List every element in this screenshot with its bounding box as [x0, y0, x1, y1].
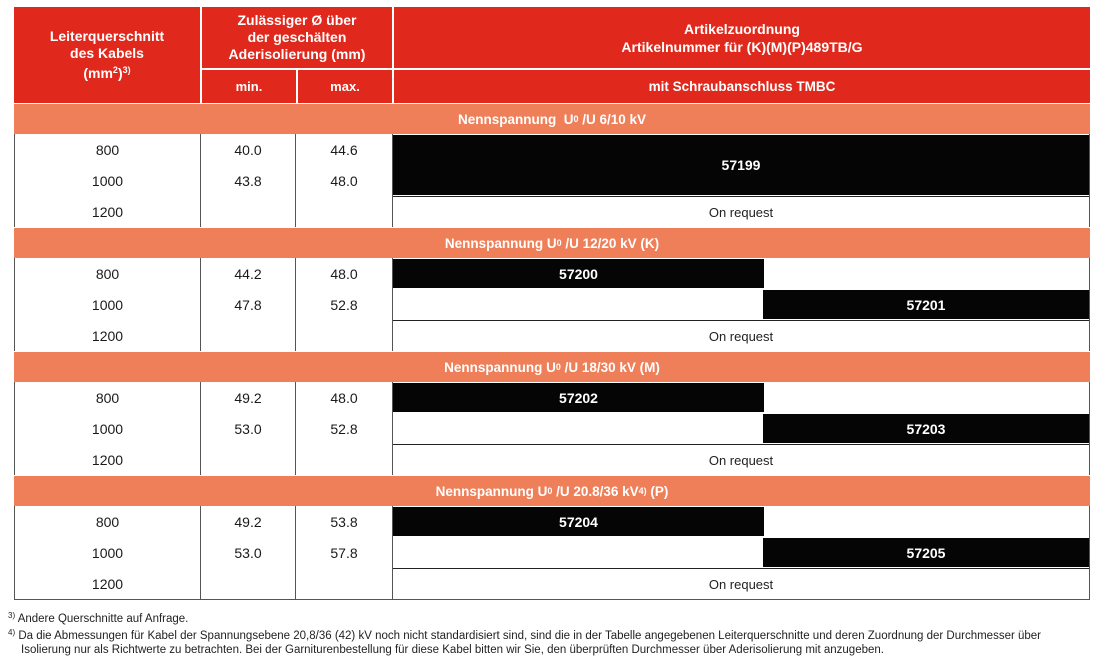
header-connection-type: mit Schraubanschluss TMBC [648, 79, 836, 94]
table-row [15, 506, 393, 537]
cell-max-diameter: 57.8 [296, 537, 393, 568]
left-columns [15, 134, 393, 227]
cell-cross-section: 1200 [15, 444, 201, 475]
cell-cross-section: 800 [15, 506, 201, 537]
cell-max-diameter: 48.0 [296, 165, 393, 196]
table-row [15, 289, 393, 320]
header-article [394, 7, 1090, 70]
article-row [393, 382, 1089, 413]
on-request-cell: On request [393, 320, 1089, 351]
table-row [15, 568, 393, 599]
voltage-band-12-20kv: Nennspannung U 0 /U 12/20 kV (K) [14, 228, 1090, 258]
voltage-band-20-8-36kv: Nennspannung U 0 /U 20.8/36 kV 4) (P) [14, 476, 1090, 506]
article-row [393, 289, 1089, 320]
cell-max-diameter: 52.8 [296, 289, 393, 320]
article-column [393, 258, 1089, 351]
header-line: der geschälten [247, 29, 347, 45]
header-line: Artikelnummer für (K)(M)(P)489TB/G [621, 38, 863, 55]
section-rows [14, 134, 1090, 227]
left-columns [15, 258, 393, 351]
header-diameter-group [202, 7, 394, 103]
footnote [8, 609, 1094, 626]
table-row [15, 537, 393, 568]
header-article-group [394, 7, 1090, 103]
footnote-text: Andere Querschnitte auf Anfrage. [17, 613, 189, 625]
cell-min-diameter [201, 568, 296, 599]
article-number-bar: 57200 [393, 259, 764, 288]
article-number-bar: 57205 [763, 538, 1089, 567]
section-rows [14, 382, 1090, 475]
voltage-band-6-10kv: Nennspannung U 0 /U 6/10 kV [14, 104, 1090, 134]
table-header [14, 7, 1090, 103]
header-line: Artikelzuordnung [684, 20, 800, 37]
footnote [8, 626, 1094, 657]
cell-cross-section: 1200 [15, 196, 201, 227]
header-min-max-row [202, 70, 392, 103]
article-number-bar: 57202 [393, 383, 764, 412]
cell-cross-section: 800 [15, 134, 201, 165]
cell-cross-section: 800 [15, 382, 201, 413]
footnote-text: Da die Abmessungen für Kabel der Spannungsebene 20,8/36 (42) kV noch nicht standardisiert sind, sind die in der Tabelle angegebenen Leiterquerschnitte und deren Zuordnung der Durchmesser über Isolierung nur als Richtwerte zu betrachten. Bei der Garniturenbestellung für diese Kabel bitten wir Sie, den überprüften Durchmesser über Aderisolierung mit anzugeben. [18, 630, 1042, 656]
cell-min-diameter: 40.0 [201, 134, 296, 165]
table-row [15, 413, 393, 444]
article-number-bar: 57203 [763, 414, 1089, 443]
cell-min-diameter: 43.8 [201, 165, 296, 196]
cell-max-diameter: 48.0 [296, 382, 393, 413]
cell-min-diameter: 53.0 [201, 537, 296, 568]
table-row [15, 196, 393, 227]
cell-cross-section: 1000 [15, 289, 201, 320]
footnotes [8, 609, 1094, 657]
header-unit: $(mm^2)^{3)}$ [83, 65, 131, 81]
header-cable-cross-section [14, 7, 202, 103]
cell-cross-section: 1000 [15, 537, 201, 568]
article-number-bar: 57199 [393, 135, 1089, 195]
cell-max-diameter [296, 196, 393, 227]
cell-max-diameter [296, 444, 393, 475]
table-row [15, 165, 393, 196]
article-number-bar: 57201 [763, 290, 1089, 319]
section-rows [14, 506, 1090, 600]
article-column [393, 382, 1089, 475]
cell-min-diameter [201, 196, 296, 227]
cell-min-diameter: 44.2 [201, 258, 296, 289]
table-row [15, 320, 393, 351]
on-request-cell: On request [393, 196, 1089, 227]
header-diameter [202, 7, 392, 70]
table-row [15, 444, 393, 475]
footnote-marker: 3) [8, 611, 16, 620]
footnote-marker: 4) [8, 628, 16, 637]
article-table [14, 7, 1090, 600]
table-row [15, 258, 393, 289]
cell-min-diameter [201, 444, 296, 475]
left-columns [15, 506, 393, 599]
header-line: Zulässiger Ø über [237, 12, 357, 28]
article-row [393, 258, 1089, 289]
header-min: min. [202, 70, 298, 103]
left-columns [15, 382, 393, 475]
cell-cross-section: 1200 [15, 568, 201, 599]
section-rows [14, 258, 1090, 351]
cell-cross-section: 1000 [15, 413, 201, 444]
cell-min-diameter: 49.2 [201, 382, 296, 413]
cell-cross-section: 800 [15, 258, 201, 289]
cell-cross-section: 1000 [15, 165, 201, 196]
cell-min-diameter: 49.2 [201, 506, 296, 537]
article-column [393, 134, 1089, 227]
article-row [393, 537, 1089, 568]
table-row [15, 134, 393, 165]
cell-max-diameter: 52.8 [296, 413, 393, 444]
header-line: des Kabels [70, 45, 144, 61]
voltage-band-18-30kv: Nennspannung U 0 /U 18/30 kV (M) [14, 352, 1090, 382]
cell-min-diameter [201, 320, 296, 351]
cell-max-diameter: 44.6 [296, 134, 393, 165]
article-row [393, 506, 1089, 537]
on-request-cell: On request [393, 444, 1089, 475]
header-line: Aderisolierung (mm) [228, 46, 366, 62]
table-row [15, 382, 393, 413]
on-request-cell: On request [393, 568, 1089, 599]
cell-cross-section: 1200 [15, 320, 201, 351]
cell-max-diameter: 53.8 [296, 506, 393, 537]
header-max: max. [330, 79, 360, 94]
header-line: Leiterquerschnitt [49, 28, 165, 44]
article-number-bar: 57204 [393, 507, 764, 536]
cell-max-diameter: 48.0 [296, 258, 393, 289]
cell-min-diameter: 47.8 [201, 289, 296, 320]
article-column [393, 506, 1089, 599]
cell-max-diameter [296, 568, 393, 599]
cell-min-diameter: 53.0 [201, 413, 296, 444]
article-row [393, 413, 1089, 444]
cell-max-diameter [296, 320, 393, 351]
